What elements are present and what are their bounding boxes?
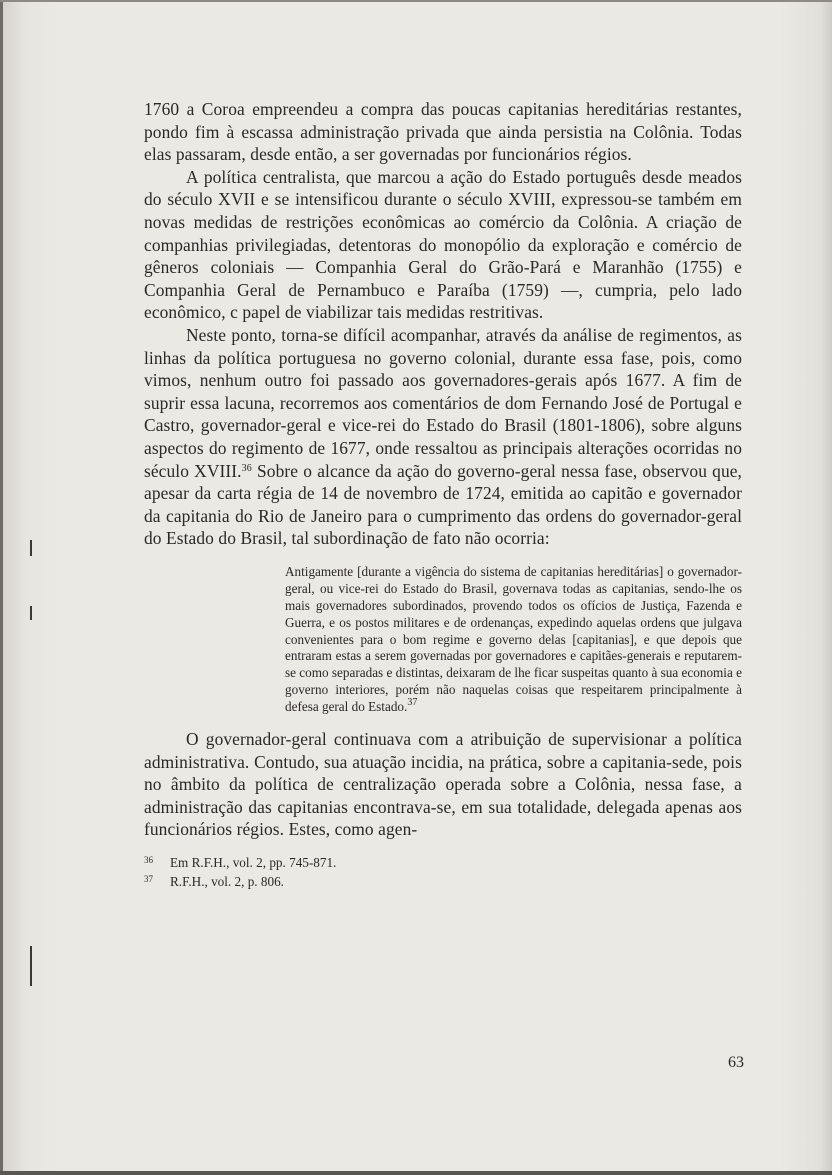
page-number: 63 xyxy=(728,1054,744,1071)
paragraph-1: 1760 a Coroa empreendeu a compra das poucas capitanias hereditárias restantes, pondo fim à escassa administração privada que ainda persistia na Colônia. Todas elas passaram, desde então, a ser governadas por funcionários régios. xyxy=(144,99,742,165)
paragraph-3-part-a: Neste ponto, torna-se difícil acompanhar, através da análise de regimentos, as linhas da política portuguesa no governo colonial, durante essa fase, pois, como vimos, nenhum outro foi passado aos governadores-gerais após 1677. A fim de suprir essa lacuna, recorremos aos comentários de dom Fernando José de Portugal e Castro, governador-geral e vice-rei do Estado do Brasil (1801-1806), sobre alguns aspectos do regimento de 1677, onde ressaltou as principais alterações ocorridas no século XVIII. xyxy=(144,324,742,481)
footnote-ref-37: 37 xyxy=(407,697,418,709)
bottom-edge xyxy=(0,1171,832,1175)
footnote-text: Em R.F.H., vol. 2, pp. 745-871. xyxy=(170,855,337,870)
quote-body: Antigamente [durante a vigência do sistema de capitanias hereditárias] o governador-geral, ou vice-rei do Estado do Brasil, governava todas as capitanias, sendo-lhe os mais governadores subordinados, provendo todos os ofícios de Justiça, Fazenda e Guerra, e os postos militares e de ordenanças, expedindo aquelas ordens que julgava convenientes para o bom regime e governo delas [capitanias], e que depois que entraram estas a serem governadas por governadores e capitães-generais e reputarem-se como separadas e distintas, deixaram de lhe ficar suspeitas quanto à sua economia e governo interiores, porém não naquelas coisas que respeitarem principalmente à defesa geral do Estado. xyxy=(285,563,742,715)
footnote-number: 37 xyxy=(144,874,153,884)
paragraph-4: O governador-geral continuava com a atribuição de supervisionar a política administrativa. Contudo, sua atuação incidia, na prática, sobre a capitania-sede, pois no âmbito da política de centralização operada sobre a Colônia, nessa fase, a administração das capitanias encontrava-se, em sua totalidade, delegada apenas aos funcionários régios. Estes, como agen- xyxy=(144,729,742,840)
text-column xyxy=(144,98,742,891)
paragraph-3-part-b: Sobre o alcance da ação do governo-geral nessa fase, observou que, apesar da carta régia de 14 de novembro de 1724, emitida ao capitão e governador da capitania do Rio de Janeiro para o cumprimento das ordens do governador-geral do Estado do Brasil, tal subordinação de fato não ocorria: xyxy=(144,460,743,549)
footnote xyxy=(144,872,742,891)
scan-mark xyxy=(30,946,32,986)
footnote-ref-36: 36 xyxy=(241,462,252,474)
page-spine-edge xyxy=(0,0,3,1175)
footnotes xyxy=(144,853,742,891)
paragraph-2: A política centralista, que marcou a ação do Estado português desde meados do século XVII e se intensificou durante o século XVIII, expressou-se também em novas medidas de restrições econômicas ao comércio da Colônia. A criação de companhias privilegiadas, detentoras do monopólio da exploração e comércio de gêneros coloniais — Companhia Geral do Grão-Pará e Maranhão (1755) e Companhia Geral de Pernambuco e Paraíba (1759) —, cumpria, pelo lado econômico, c papel de viabilizar tais medidas restritivas. xyxy=(144,166,742,323)
scan-mark xyxy=(30,540,32,556)
footnote-number: 36 xyxy=(144,855,153,865)
footnote-text: R.F.H., vol. 2, p. 806. xyxy=(170,874,284,889)
footnote xyxy=(144,853,742,872)
paragraph-3 xyxy=(144,324,742,550)
block-quote xyxy=(285,564,742,716)
quote-text xyxy=(285,564,742,716)
scan-mark xyxy=(30,606,32,620)
top-edge xyxy=(0,0,832,2)
